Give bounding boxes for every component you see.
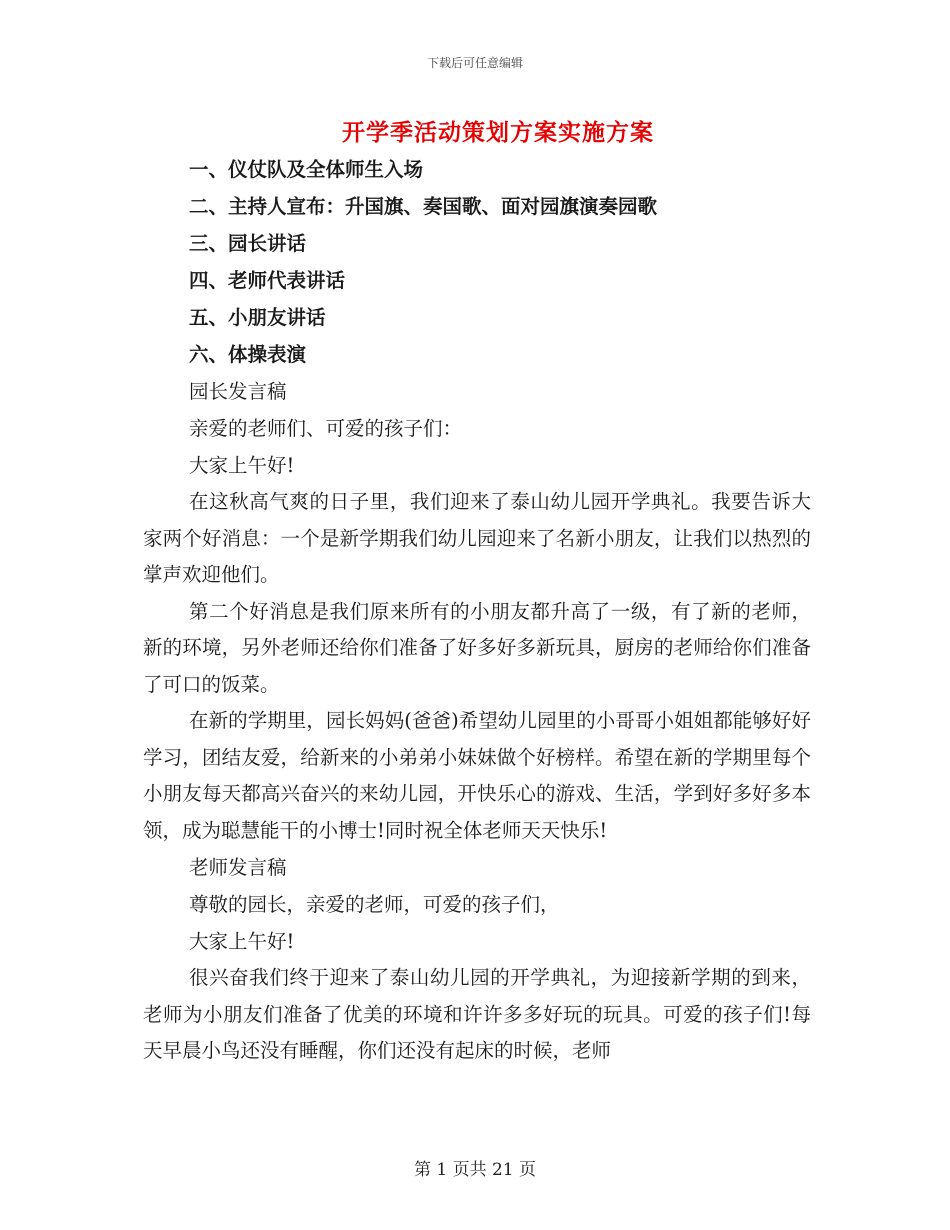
agenda-item-5: 五、小朋友讲话	[189, 306, 326, 329]
agenda-item-2: 二、主持人宣布：升国旗、奏国歌、面对园旗演奏园歌	[189, 195, 658, 218]
speech2-greeting: 大家上午好!	[189, 930, 295, 953]
document-title: 开学季活动策划方案实施方案	[342, 120, 654, 146]
page-number-footer: 第 1 页共 21 页	[413, 1160, 537, 1180]
speech1-greeting: 大家上午好!	[189, 454, 295, 477]
speech1-paragraph-2: 第二个好消息是我们原来所有的小朋友都升高了一级，有了新的老师，新的环境，另外老师还给你们准备了好多好多新玩具，厨房的老师给你们准备了可口的饭菜。	[143, 599, 811, 696]
speech1-salutation: 亲爱的老师们、可爱的孩子们：	[189, 417, 463, 440]
speech2-salutation: 尊敬的园长，亲爱的老师，可爱的孩子们，	[189, 893, 560, 916]
speech1-paragraph-3: 在新的学期里，园长妈妈(爸爸)希望幼儿园里的小哥哥小姐姐都能够好好学习，团结友爱，给新来的小弟弟小妹妹做个好榜样。希望在新的学期里每个小朋友每天都高兴奋兴的来幼儿园，开快乐心的游戏、生活，学到好多好多本领，成为聪慧能干的小博士!同时祝全体老师天天快乐!	[143, 709, 811, 842]
speech1-title: 园长发言稿	[189, 380, 287, 403]
agenda-item-6: 六、体操表演	[189, 343, 307, 366]
page-header-note: 下载后可任意编辑	[426, 56, 523, 70]
agenda-item-3: 三、园长讲话	[189, 232, 307, 255]
speech2-title: 老师发言稿	[189, 856, 287, 879]
speech2-paragraph-1: 很兴奋我们终于迎来了泰山幼儿园的开学典礼，为迎接新学期的到来，老师为小朋友们准备了优美的环境和许许多多好玩的玩具。可爱的孩子们!每天早晨小鸟还没有睡醒，你们还没有起床的时候，老师	[143, 966, 811, 1062]
document-body	[143, 151, 811, 1070]
speech1-paragraph-1: 在这秋高气爽的日子里，我们迎来了泰山幼儿园开学典礼。我要告诉大家两个好消息：一个是新学期我们幼儿园迎来了名新小朋友，让我们以热烈的掌声欢迎他们。	[143, 490, 811, 586]
agenda-item-1: 一、仪仗队及全体师生入场	[189, 158, 424, 181]
agenda-item-4: 四、老师代表讲话	[189, 269, 346, 292]
